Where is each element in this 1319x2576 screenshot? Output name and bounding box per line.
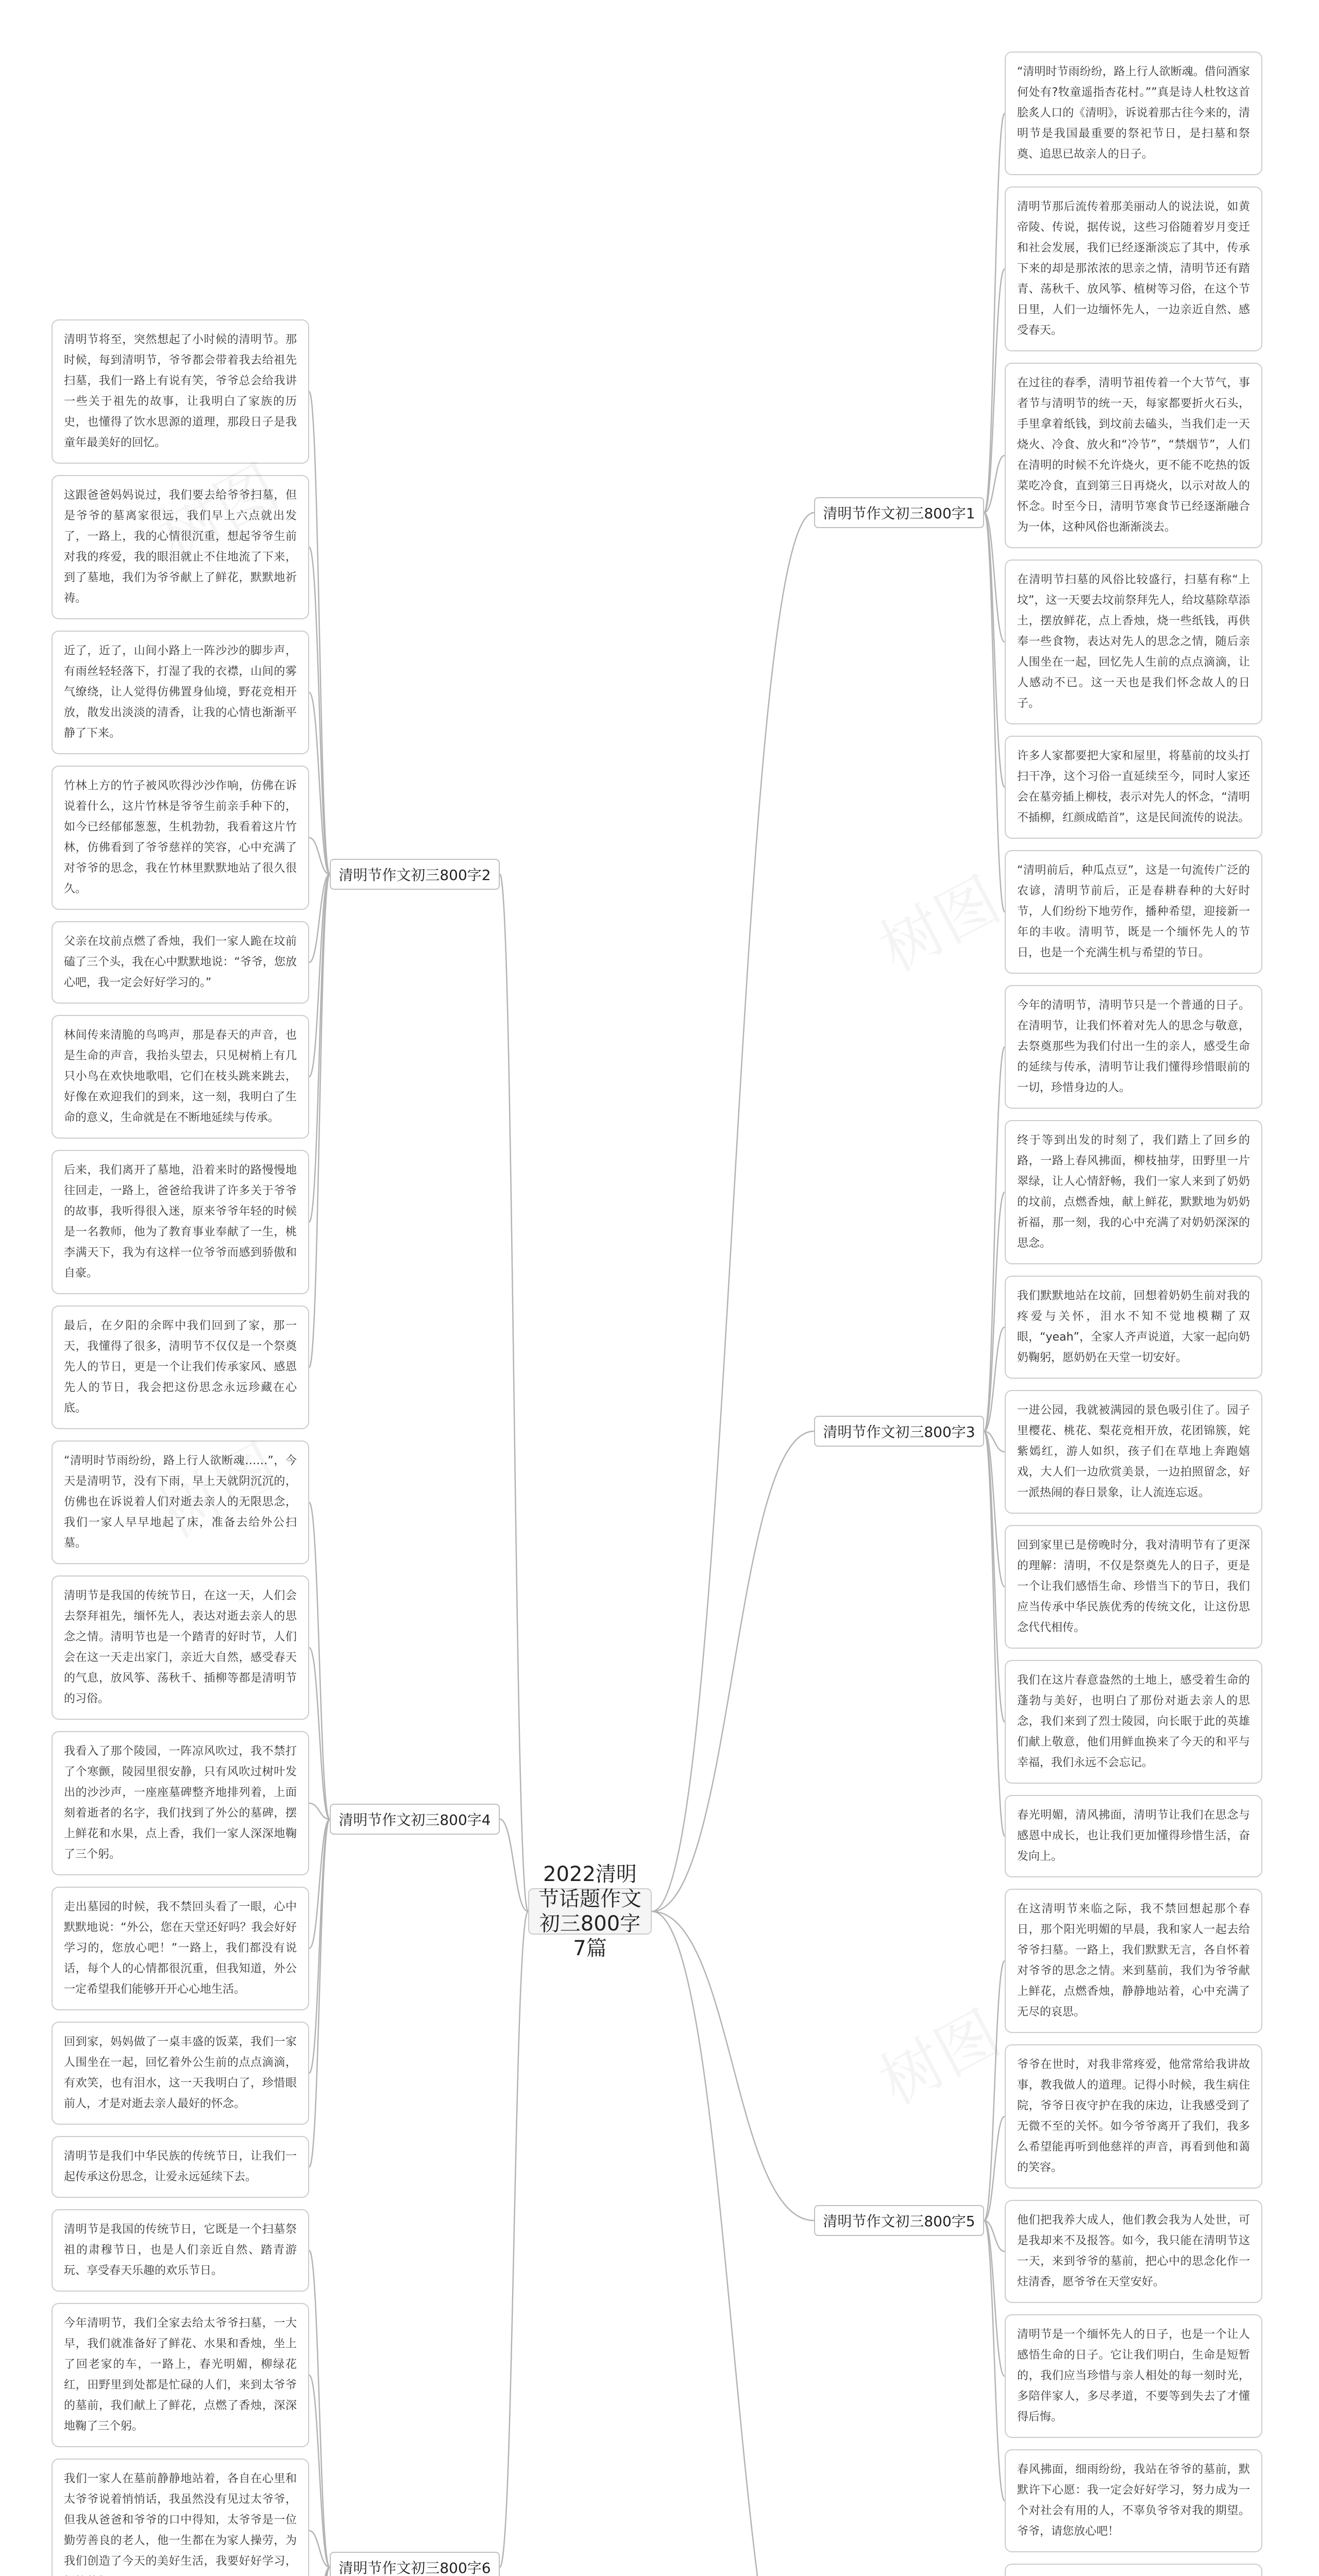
connector-line — [309, 874, 330, 1367]
central-topic[interactable] — [528, 1862, 652, 1960]
branch-topic-4[interactable]: 清明节作文初三800字4 — [330, 1804, 500, 1835]
connector-line — [500, 1911, 528, 2567]
leaf-note[interactable]: 近了，近了，山间小路上一阵沙沙的脚步声，有雨丝轻轻落下，打湿了我的衣襟，山间的雾气缭绕，让人觉得仿佛置身仙境，野花竞相开放，散发出淡淡的清香，让我的心情也渐渐平静了下来。 — [52, 631, 309, 754]
central-topic-label: 2022清明节话题作文初三800字7篇 — [538, 1862, 641, 1960]
branch-topic-3[interactable]: 清明节作文初三800字3 — [814, 1416, 984, 1447]
connector-line — [309, 1819, 330, 2167]
connector-line — [984, 2116, 1005, 2221]
connector-line — [984, 1961, 1005, 2221]
leaf-note[interactable]: “清明前后，种瓜点豆”，这是一句流传广泛的农谚，清明节前后，正是春耕春种的大好时节，人们纷纷下地劳作，播种希望，迎接新一年的丰收。清明节，既是一个缅怀先人的节日，也是一个充满生机与希望的节日。 — [1005, 850, 1262, 974]
connector-line — [984, 113, 1005, 513]
leaf-note[interactable]: 许多人家都要把大家和屋里，将墓前的坟头打扫干净，这个习俗一直延续至今，同时人家还会在墓旁插上柳枝，表示对先人的怀念，“清明不插柳，红颜成皓首”，这是民间流传的说法。 — [1005, 736, 1262, 839]
connector-line — [500, 874, 528, 1911]
leaf-note[interactable]: 在清明节扫墓的风俗比较盛行，扫墓有称“上坟”，这一天要去坟前祭拜先人，给坟墓除草添土，摆放鲜花，点上香烛，烧一些纸钱，再供奉一些食物，表达对先人的思念之情，随后亲人围坐在一起，回忆先人生前的点点滴滴，让人感动不已。这一天也是我们怀念故人的日子。 — [1005, 560, 1262, 724]
leaf-note[interactable]: 他们把我养大成人，他们教会我为人处世，可是我却来不及报答。如今，我只能在清明节这一天，来到爷爷的墓前，把心中的思念化作一炷清香，愿爷爷在天堂安好。 — [1005, 2200, 1262, 2303]
leaf-note[interactable]: “清明时节雨纷纷，路上行人欲断魂。借问酒家何处有?牧童遥指杏花村。””真是诗人杜牧这首脍炙人口的《清明》，诉说着那古往今来的，清明节是我国最重要的祭祀节日，是扫墓和祭奠、追思已故亲人的日子。 — [1005, 52, 1262, 175]
connector-line — [652, 1431, 814, 1911]
leaf-note[interactable]: 竹林上方的竹子被风吹得沙沙作响，仿佛在诉说着什么，这片竹林是爷爷生前亲手种下的，如今已经郁郁葱葱，生机勃勃，我看着这片竹林，仿佛看到了爷爷慈祥的笑容，心中充满了对爷爷的思念，我在竹林里默默地站了很久很久。 — [52, 766, 309, 910]
leaf-note[interactable]: 走出墓园的时候，我不禁回头看了一眼，心中默默地说：“外公，您在天堂还好吗？我会好好学习的，您放心吧！”一路上，我们都没有说话，每个人的心情都很沉重，但我知道，外公一定希望我们能够开开心心地生活。 — [52, 1887, 309, 2010]
connector-line — [309, 1819, 330, 2073]
leaf-note[interactable]: 我们在这片春意盎然的土地上，感受着生命的蓬勃与美好，也明白了那份对逝去亲人的思念，我们来到了烈士陵园，向长眠于此的英雄们献上敬意，他们用鲜血换来了今天的和平与幸福，我们永远不会忘记。 — [1005, 1660, 1262, 1784]
leaf-note[interactable]: 清明节是我国的传统节日，它既是一个扫墓祭祖的肃穆节日，也是人们亲近自然、踏青游玩、享受春天乐趣的欢乐节日。 — [52, 2209, 309, 2292]
connector-line — [309, 392, 330, 874]
leaf-note[interactable]: 今年清明节，我们全家去给太爷爷扫墓，一大早，我们就准备好了鲜花、水果和香烛，坐上了回老家的车，一路上，春光明媚，柳绿花红，田野里到处都是忙碌的人们，来到太爷爷的墓前，我们献上了鲜花，点燃了香烛，深深地鞠了三个躬。 — [52, 2303, 309, 2447]
branch-topic-6[interactable]: 清明节作文初三800字6 — [330, 2552, 500, 2576]
branch-topic-1[interactable]: 清明节作文初三800字1 — [814, 497, 984, 528]
connector-line — [309, 2250, 330, 2567]
leaf-note[interactable]: 清明节是一个缅怀先人的日子，也是一个让人感悟生命的日子。它让我们明白，生命是短暂的，我们应当珍惜与亲人相处的每一刻时光，多陪伴家人，多尽孝道，不要等到失去了才懂得后悔。 — [1005, 2314, 1262, 2438]
connector-line — [984, 2221, 1005, 2501]
leaf-note[interactable]: 父亲在坟前点燃了香烛，我们一家人跪在坟前磕了三个头，我在心中默默地说：“爷爷，您放心吧，我一定会好好学习的。” — [52, 921, 309, 1004]
connector-line — [652, 1911, 814, 2221]
leaf-note[interactable]: 春光明媚，清风拂面，清明节让我们在思念与感恩中成长，也让我们更加懂得珍惜生活，奋发向上。 — [1005, 1795, 1262, 1877]
leaf-note[interactable]: 一进公园，我就被满园的景色吸引住了。园子里樱花、桃花、梨花竞相开放，花团锦簇，姹紫嫣红，游人如织，孩子们在草地上奔跑嬉戏，大人们一边欣赏美景，一边拍照留念，好一派热闹的春日景象，让人流连忘返。 — [1005, 1390, 1262, 1514]
branch-topic-5[interactable]: 清明节作文初三800字5 — [814, 2205, 984, 2236]
leaf-note[interactable]: 林间传来清脆的鸟鸣声，那是春天的声音，也是生命的声音，我抬头望去，只见树梢上有几只小鸟在欢快地歌唱，它们在枝头跳来跳去，好像在欢迎我们的到来，这一刻，我明白了生命的意义，生命就是在不断地延续与传承。 — [52, 1015, 309, 1139]
leaf-note[interactable]: 我们一家人在墓前静静地站着，各自在心里和太爷爷说着悄悄话，我虽然没有见过太爷爷，但我从爸爸和爷爷的口中得知，太爷爷是一位勤劳善良的老人，他一生都在为家人操劳，为我们创造了今天的美好生活，我要好好学习， — [52, 2459, 309, 2576]
connector-line — [652, 1911, 814, 2576]
leaf-note[interactable]: 回到家，妈妈做了一桌丰盛的饭菜，我们一家人围坐在一起，回忆着外公生前的点点滴滴，有欢笑，也有泪水，这一天我明白了，珍惜眼前人，才是对逝去亲人最好的怀念。 — [52, 2022, 309, 2125]
leaf-note[interactable]: 今年的清明节，清明节只是一个普通的日子。在清明节，让我们怀着对先人的思念与敬意，去祭奠那些为我们付出一生的亲人，感受生命的延续与传承，清明节让我们懂得珍惜眼前的一切，珍惜身边的人。 — [1005, 985, 1262, 1109]
leaf-note[interactable] — [1005, 2564, 1262, 2576]
connector-line — [984, 1431, 1005, 1722]
leaf-note[interactable]: 在过往的春季，清明节祖传着一个大节气，事者节与清明节的统一天，每家都要折火石头，手里拿着纸钱，到坟前去磕头，当我们走一天烧火、冷食、放火和“冷节”，“禁烟节”，人们在清明的时候不允许烧火，更不能不吃热的饭菜吃冷食，直到第三日再烧火，以示对故人的怀念。时至今日，清明节寒食节已经逐渐融合为一体，这种风俗也渐渐淡去。 — [1005, 363, 1262, 548]
leaf-note[interactable]: 清明节将至，突然想起了小时候的清明节。那时候，每到清明节，爷爷都会带着我去给祖先扫墓，我们一路上有说有笑，爷爷总会给我讲一些关于祖先的故事，让我明白了家族的历史，也懂得了饮水思源的道理，那段日子是我童年最美好的回忆。 — [52, 319, 309, 464]
branch-topic-2[interactable]: 清明节作文初三800字2 — [330, 859, 500, 890]
connector-line — [309, 874, 330, 1222]
leaf-note[interactable]: 回到家里已是傍晚时分，我对清明节有了更深的理解：清明，不仅是祭奠先人的日子，更是一个让我们感悟生命、珍惜当下的节日，我们应当传承中华民族优秀的传统文化，让这份思念代代相传。 — [1005, 1525, 1262, 1649]
leaf-note[interactable]: 春风拂面，细雨纷纷，我站在爷爷的墓前，默默许下心愿：我一定会好好学习，努力成为一个对社会有用的人，不辜负爷爷对我的期望。爷爷，请您放心吧！ — [1005, 2449, 1262, 2552]
leaf-note[interactable]: 我们默默地站在坟前，回想着奶奶生前对我的疼爱与关怀，泪水不知不觉地模糊了双眼，“yeah”，全家人齐声说道，大家一起向奶奶鞠躬，愿奶奶在天堂一切安好。 — [1005, 1276, 1262, 1379]
leaf-note[interactable]: 我看入了那个陵园，一阵凉风吹过，我不禁打了个寒颤，陵园里很安静，只有风吹过树叶发出的沙沙声，一座座墓碑整齐地排列着，上面刻着逝者的名字，我们找到了外公的墓碑，摆上鲜花和水果，点上香，我们一家人深深地鞠了三个躬。 — [52, 1731, 309, 1875]
connector-line — [309, 1819, 330, 1948]
connector-line — [984, 513, 1005, 787]
leaf-note[interactable]: 清明节那后流传着那美丽动人的说法说，如黄帝陵、传说，据传说，这些习俗随着岁月变迁和社会发展，我们已经逐渐淡忘了其中，传承下来的却是那浓浓的思亲之情，清明节还有踏青、荡秋千、放风筝、植树等习俗，在这个节日里，人们一边缅怀先人，一边亲近自然、感受春天。 — [1005, 187, 1262, 351]
leaf-note[interactable]: “清明时节雨纷纷，路上行人欲断魂……”，今天是清明节，没有下雨，早上天就阴沉沉的，仿佛也在诉说着人们对逝去亲人的无限思念，我们一家人早早地起了床，准备去给外公扫墓。 — [52, 1440, 309, 1564]
connector-line — [309, 547, 330, 874]
connector-line — [984, 1431, 1005, 1836]
leaf-note[interactable]: 终于等到出发的时刻了，我们踏上了回乡的路，一路上春风拂面，柳枝抽芽，田野里一片翠绿，让人心情舒畅，我们一家人来到了奶奶的坟前，点燃香烛，献上鲜花，默默地为奶奶祈福，那一刻，我的心中充满了对奶奶深深的思念。 — [1005, 1120, 1262, 1264]
leaf-note[interactable]: 最后，在夕阳的余晖中我们回到了家，那一天，我懂得了很多，清明节不仅仅是一个祭奠先人的节日，更是一个让我们传承家风、感恩先人的节日，我会把这份思念永远珍藏在心底。 — [52, 1306, 309, 1429]
leaf-note[interactable]: 这跟爸爸妈妈说过，我们要去给爷爷扫墓，但是爷爷的墓离家很远，我们早上六点就出发了，一路上，我的心情很沉重，想起爷爷生前对我的疼爱，我的眼泪就止不住地流了下来，到了墓地，我们为爷爷献上了鲜花，默默地祈祷。 — [52, 475, 309, 619]
connector-line — [652, 513, 814, 1911]
leaf-note[interactable]: 清明节是我国的传统节日，在这一天，人们会去祭拜祖先，缅怀先人，表达对逝去亲人的思念之情。清明节也是一个踏青的好时节，人们会在这一天走出家门，亲近大自然，感受春天的气息，放风筝、荡秋千、插柳等都是清明节的习俗。 — [52, 1575, 309, 1720]
leaf-note[interactable]: 后来，我们离开了墓地，沿着来时的路慢慢地往回走，一路上，爸爸给我讲了许多关于爷爷的故事，我听得很入迷，原来爷爷年轻的时候是一名教师，他为了教育事业奉献了一生，桃李满天下，我为有这样一位爷爷而感到骄傲和自豪。 — [52, 1150, 309, 1294]
connector-line — [309, 1502, 330, 1819]
leaf-note[interactable]: 在这清明节来临之际，我不禁回想起那个春日，那个阳光明媚的早晨，我和家人一起去给爷爷扫墓。一路上，我们默默无言，各自怀着对爷爷的思念之情。来到墓前，我们为爷爷献上鲜花，点燃香烛，静静地站着，心中充满了无尽的哀思。 — [1005, 1889, 1262, 2033]
leaf-note[interactable]: 爷爷在世时，对我非常疼爱，他常常给我讲故事，教我做人的道理。记得小时候，我生病住院，爷爷日夜守护在我的床边，让我感受到了无微不至的关怀。如今爷爷离开了我们，我多么希望能再听到他慈祥的声音，再看到他和蔼的笑容。 — [1005, 2044, 1262, 2189]
leaf-note[interactable]: 清明节是我们中华民族的传统节日，让我们一起传承这份思念，让爱永远延续下去。 — [52, 2136, 309, 2198]
